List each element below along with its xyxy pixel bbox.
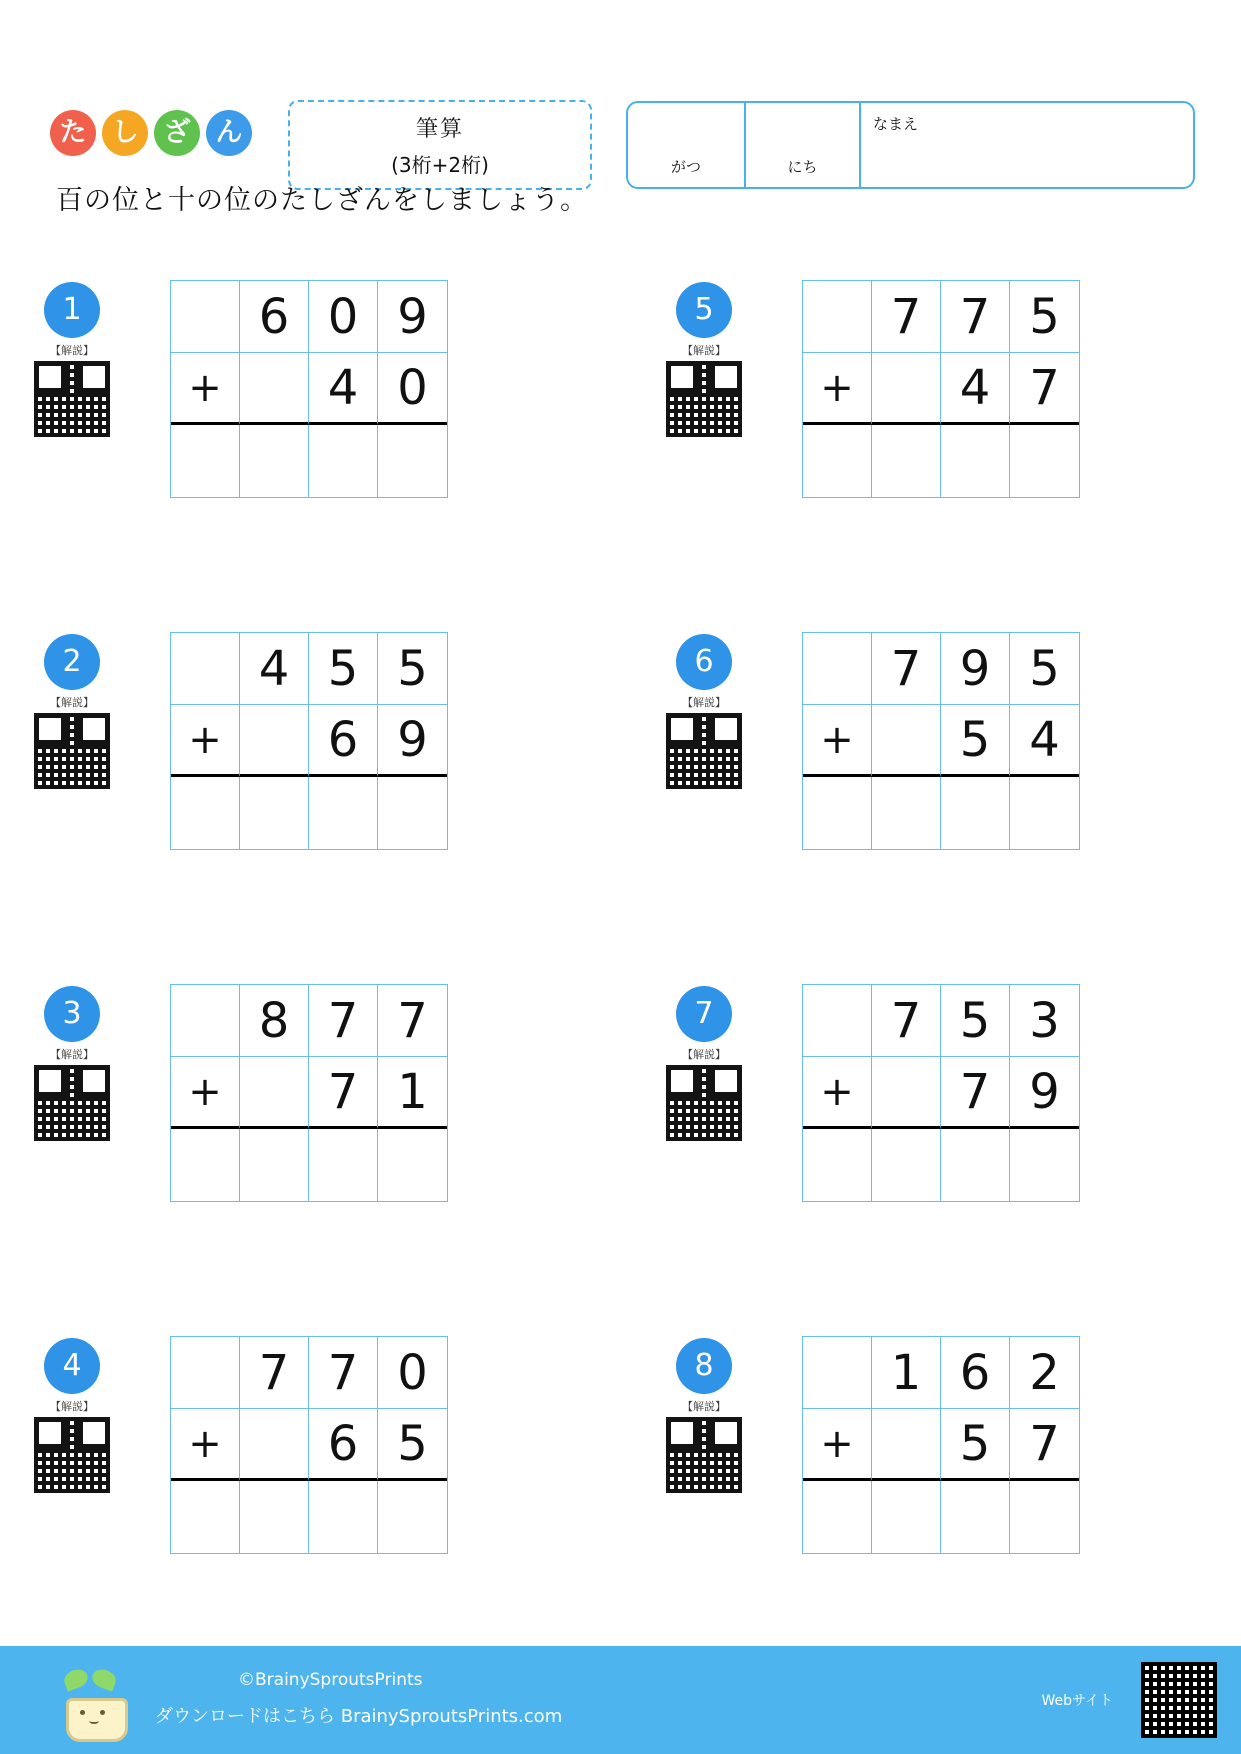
answer-cell[interactable] bbox=[309, 1481, 378, 1553]
cell: 9 bbox=[378, 281, 447, 353]
qr-code-8[interactable] bbox=[666, 1417, 742, 1493]
answer-cell[interactable] bbox=[1010, 1481, 1079, 1553]
cell: 0 bbox=[378, 353, 447, 425]
operator-cell: + bbox=[171, 1409, 240, 1481]
answer-cell[interactable] bbox=[240, 777, 309, 849]
qr-code-2[interactable] bbox=[34, 713, 110, 789]
cell bbox=[240, 705, 309, 777]
cell: 4 bbox=[309, 353, 378, 425]
problem-number-4: 4 bbox=[44, 1338, 100, 1394]
grid-row-bottom-6 bbox=[803, 705, 1079, 777]
logo bbox=[50, 110, 252, 156]
answer-cell[interactable] bbox=[803, 425, 872, 497]
cell bbox=[803, 281, 872, 353]
grid-row-answer-7 bbox=[803, 1129, 1079, 1201]
answer-cell[interactable] bbox=[171, 777, 240, 849]
qr-code-3[interactable] bbox=[34, 1065, 110, 1141]
cell: 5 bbox=[941, 985, 1010, 1057]
answer-cell[interactable] bbox=[171, 425, 240, 497]
cell bbox=[872, 1057, 941, 1129]
calc-grid-4 bbox=[170, 1336, 448, 1554]
operator-cell: + bbox=[803, 353, 872, 425]
cell: 5 bbox=[378, 1409, 447, 1481]
answer-cell[interactable] bbox=[1010, 1129, 1079, 1201]
problem-6 bbox=[676, 634, 742, 789]
qr-code-1[interactable] bbox=[34, 361, 110, 437]
grid-row-top-3 bbox=[171, 985, 447, 1057]
explanation-label-7: 【解説】 bbox=[682, 1048, 726, 1061]
answer-cell[interactable] bbox=[378, 1129, 447, 1201]
grid-row-answer-2 bbox=[171, 777, 447, 849]
cell: 7 bbox=[941, 1057, 1010, 1129]
cell: 9 bbox=[941, 633, 1010, 705]
answer-cell[interactable] bbox=[803, 1129, 872, 1201]
answer-cell[interactable] bbox=[941, 1481, 1010, 1553]
calc-grid-6 bbox=[802, 632, 1080, 850]
grid-row-answer-8 bbox=[803, 1481, 1079, 1553]
calc-grid-2 bbox=[170, 632, 448, 850]
cell bbox=[803, 633, 872, 705]
grid-row-top-5 bbox=[803, 281, 1079, 353]
cell: 9 bbox=[1010, 1057, 1079, 1129]
answer-cell[interactable] bbox=[803, 777, 872, 849]
problem-3 bbox=[44, 986, 110, 1141]
grid-row-top-2 bbox=[171, 633, 447, 705]
leaf-right-icon bbox=[90, 1666, 119, 1691]
grid-row-top-6 bbox=[803, 633, 1079, 705]
problem-number-2: 2 bbox=[44, 634, 100, 690]
cell: 5 bbox=[941, 705, 1010, 777]
explanation-label-6: 【解説】 bbox=[682, 696, 726, 709]
answer-cell[interactable] bbox=[1010, 425, 1079, 497]
cell: 6 bbox=[941, 1337, 1010, 1409]
cell bbox=[803, 1337, 872, 1409]
cell bbox=[240, 1409, 309, 1481]
day-field[interactable]: にち bbox=[746, 103, 861, 187]
download-text: ダウンロードはこちら BrainySproutsPrints.com bbox=[155, 1706, 563, 1727]
answer-cell[interactable] bbox=[309, 777, 378, 849]
cell: 7 bbox=[378, 985, 447, 1057]
cell: 6 bbox=[309, 1409, 378, 1481]
answer-cell[interactable] bbox=[941, 425, 1010, 497]
cell: 7 bbox=[309, 1337, 378, 1409]
cell: 7 bbox=[1010, 353, 1079, 425]
copyright-text: ©BrainySproutsPrints bbox=[238, 1670, 423, 1690]
grid-row-top-8 bbox=[803, 1337, 1079, 1409]
cell: 1 bbox=[378, 1057, 447, 1129]
answer-cell[interactable] bbox=[378, 777, 447, 849]
problem-5 bbox=[676, 282, 742, 437]
cell: 9 bbox=[378, 705, 447, 777]
sprout-mascot-icon bbox=[58, 1664, 130, 1736]
grid-row-bottom-3 bbox=[171, 1057, 447, 1129]
answer-cell[interactable] bbox=[803, 1481, 872, 1553]
grid-row-top-4 bbox=[171, 1337, 447, 1409]
problem-number-7: 7 bbox=[676, 986, 732, 1042]
calc-grid-7 bbox=[802, 984, 1080, 1202]
problem-number-1: 1 bbox=[44, 282, 100, 338]
explanation-label-3: 【解説】 bbox=[50, 1048, 94, 1061]
answer-cell[interactable] bbox=[240, 1481, 309, 1553]
logo-char-1: し bbox=[102, 110, 148, 156]
grid-row-top-1 bbox=[171, 281, 447, 353]
worksheet-title: 筆算 bbox=[415, 117, 464, 142]
calc-grid-5 bbox=[802, 280, 1080, 498]
answer-cell[interactable] bbox=[240, 1129, 309, 1201]
answer-cell[interactable] bbox=[378, 425, 447, 497]
answer-cell[interactable] bbox=[171, 1129, 240, 1201]
grid-row-answer-6 bbox=[803, 777, 1079, 849]
cell: 5 bbox=[941, 1409, 1010, 1481]
name-date-box bbox=[626, 101, 1195, 189]
cell: 1 bbox=[872, 1337, 941, 1409]
page-footer bbox=[0, 1646, 1241, 1754]
calc-grid-1 bbox=[170, 280, 448, 498]
cell: 7 bbox=[309, 985, 378, 1057]
explanation-label-1: 【解説】 bbox=[50, 344, 94, 357]
cell bbox=[872, 705, 941, 777]
cell: 5 bbox=[378, 633, 447, 705]
problem-1 bbox=[44, 282, 110, 437]
problem-4 bbox=[44, 1338, 110, 1493]
grid-row-answer-5 bbox=[803, 425, 1079, 497]
month-field[interactable]: がつ bbox=[628, 103, 746, 187]
logo-char-2: ざ bbox=[154, 110, 200, 156]
grid-row-answer-1 bbox=[171, 425, 447, 497]
answer-cell[interactable] bbox=[309, 1129, 378, 1201]
answer-cell[interactable] bbox=[872, 777, 941, 849]
calc-grid-8 bbox=[802, 1336, 1080, 1554]
cell: 7 bbox=[872, 633, 941, 705]
answer-cell[interactable] bbox=[872, 1129, 941, 1201]
operator-cell: + bbox=[803, 1057, 872, 1129]
cell bbox=[240, 1057, 309, 1129]
problem-8 bbox=[676, 1338, 742, 1493]
answer-cell[interactable] bbox=[872, 425, 941, 497]
cell: 7 bbox=[872, 985, 941, 1057]
logo-char-0: た bbox=[50, 110, 96, 156]
answer-cell[interactable] bbox=[1010, 777, 1079, 849]
answer-cell[interactable] bbox=[240, 425, 309, 497]
cell: 7 bbox=[309, 1057, 378, 1129]
cell: 5 bbox=[1010, 633, 1079, 705]
cell: 7 bbox=[240, 1337, 309, 1409]
worksheet-title-box bbox=[288, 100, 592, 190]
explanation-label-2: 【解説】 bbox=[50, 696, 94, 709]
cell: 5 bbox=[309, 633, 378, 705]
cell: 0 bbox=[378, 1337, 447, 1409]
leaf-left-icon bbox=[62, 1666, 91, 1691]
qr-code-5[interactable] bbox=[666, 361, 742, 437]
answer-cell[interactable] bbox=[309, 425, 378, 497]
explanation-label-4: 【解説】 bbox=[50, 1400, 94, 1413]
grid-row-answer-4 bbox=[171, 1481, 447, 1553]
cell bbox=[171, 281, 240, 353]
grid-row-bottom-2 bbox=[171, 705, 447, 777]
answer-cell[interactable] bbox=[378, 1481, 447, 1553]
cell: 0 bbox=[309, 281, 378, 353]
qr-code-6[interactable] bbox=[666, 713, 742, 789]
website-label: Webサイト bbox=[1041, 1693, 1113, 1709]
problem-number-6: 6 bbox=[676, 634, 732, 690]
explanation-label-8: 【解説】 bbox=[682, 1400, 726, 1413]
cell: 4 bbox=[941, 353, 1010, 425]
instruction-text: 百の位と十の位のたしざんをしましょう。 bbox=[56, 185, 588, 216]
cell: 2 bbox=[1010, 1337, 1079, 1409]
name-field[interactable]: なまえ bbox=[873, 115, 919, 133]
website-qr-code[interactable] bbox=[1141, 1662, 1217, 1738]
problem-number-8: 8 bbox=[676, 1338, 732, 1394]
cell: 7 bbox=[872, 281, 941, 353]
grid-row-bottom-5 bbox=[803, 353, 1079, 425]
grid-row-bottom-1 bbox=[171, 353, 447, 425]
problem-7 bbox=[676, 986, 742, 1141]
cell: 7 bbox=[1010, 1409, 1079, 1481]
logo-char-3: ん bbox=[206, 110, 252, 156]
cell: 7 bbox=[941, 281, 1010, 353]
qr-code-4[interactable] bbox=[34, 1417, 110, 1493]
page-header bbox=[0, 46, 1241, 177]
cell bbox=[171, 1337, 240, 1409]
calc-grid-3 bbox=[170, 984, 448, 1202]
operator-cell: + bbox=[803, 1409, 872, 1481]
grid-row-answer-3 bbox=[171, 1129, 447, 1201]
cell bbox=[171, 633, 240, 705]
grid-row-bottom-4 bbox=[171, 1409, 447, 1481]
operator-cell: + bbox=[803, 705, 872, 777]
problem-2 bbox=[44, 634, 110, 789]
worksheet-subtitle: (3桁+2桁) bbox=[391, 153, 489, 177]
cell: 6 bbox=[309, 705, 378, 777]
cell: 3 bbox=[1010, 985, 1079, 1057]
answer-cell[interactable] bbox=[872, 1481, 941, 1553]
qr-code-7[interactable] bbox=[666, 1065, 742, 1141]
problem-number-3: 3 bbox=[44, 986, 100, 1042]
problem-number-5: 5 bbox=[676, 282, 732, 338]
explanation-label-5: 【解説】 bbox=[682, 344, 726, 357]
cell bbox=[803, 985, 872, 1057]
mascot-face bbox=[80, 1710, 108, 1724]
cell bbox=[171, 985, 240, 1057]
grid-row-top-7 bbox=[803, 985, 1079, 1057]
answer-cell[interactable] bbox=[941, 777, 1010, 849]
operator-cell: + bbox=[171, 1057, 240, 1129]
answer-cell[interactable] bbox=[941, 1129, 1010, 1201]
cell: 8 bbox=[240, 985, 309, 1057]
answer-cell[interactable] bbox=[171, 1481, 240, 1553]
cell: 4 bbox=[1010, 705, 1079, 777]
operator-cell: + bbox=[171, 353, 240, 425]
cell: 6 bbox=[240, 281, 309, 353]
grid-row-bottom-8 bbox=[803, 1409, 1079, 1481]
cell: 4 bbox=[240, 633, 309, 705]
cell: 5 bbox=[1010, 281, 1079, 353]
cell bbox=[872, 353, 941, 425]
cell bbox=[240, 353, 309, 425]
grid-row-bottom-7 bbox=[803, 1057, 1079, 1129]
cell bbox=[872, 1409, 941, 1481]
operator-cell: + bbox=[171, 705, 240, 777]
